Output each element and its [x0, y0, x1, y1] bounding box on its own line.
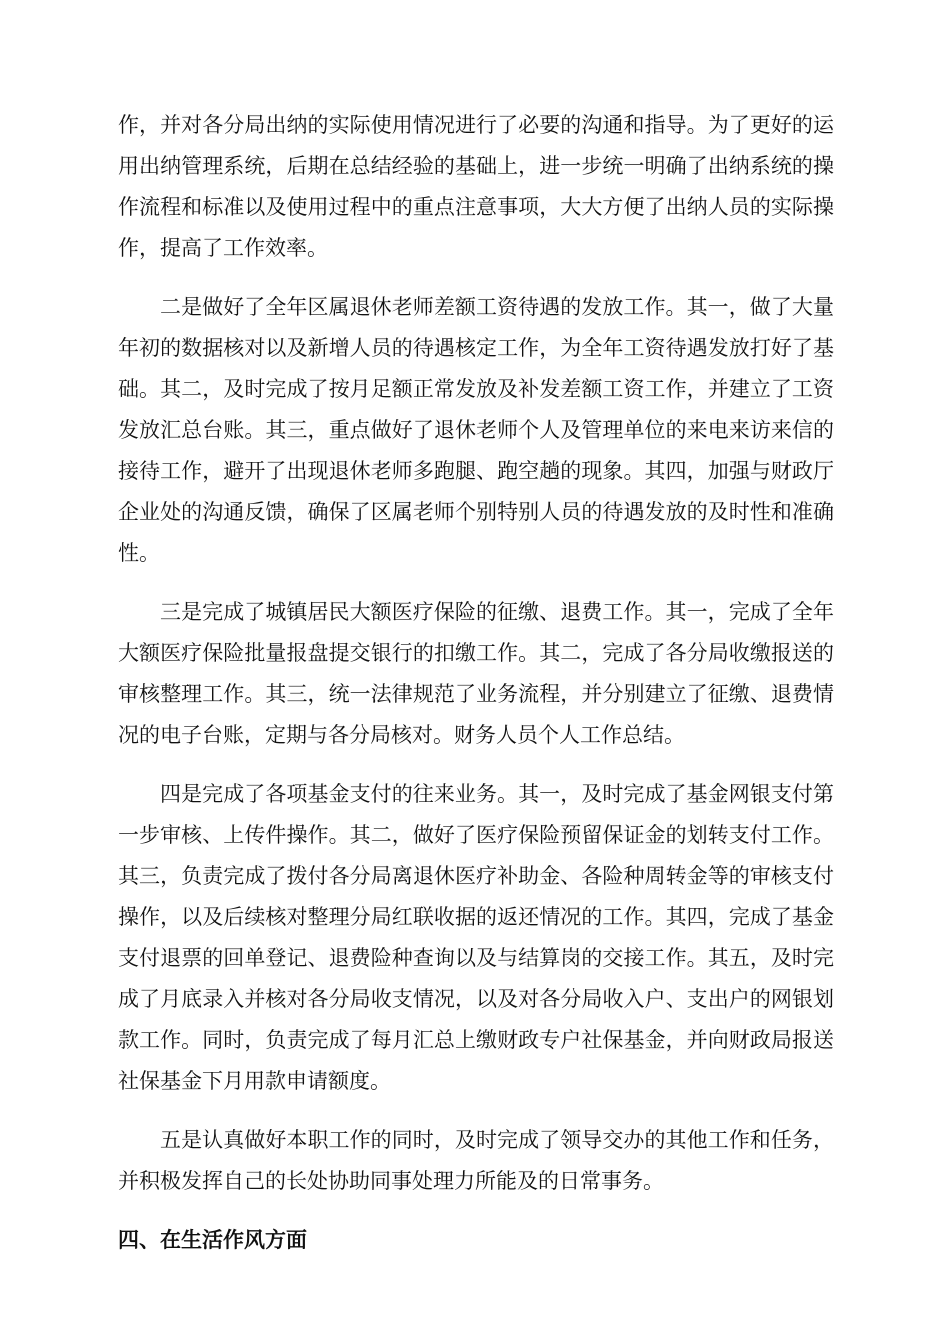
document-body [118, 105, 834, 1261]
paragraph-continued-cashier-system: 作，并对各分局出纳的实际使用情况进行了必要的沟通和指导。为了更好的运用出纳管理系统，后期在总结经验的基础上，进一步统一明确了出纳系统的操作流程和标准以及使用过程中的重点注意事项，大大方便了出纳人员的实际操作，提高了工作效率。 [118, 113, 834, 260]
paragraph-medical-insurance: 三是完成了城镇居民大额医疗保险的征缴、退费工作。其一，完成了全年大额医疗保险批量报盘提交银行的扣缴工作。其二，完成了各分局收缴报送的审核整理工作。其三，统一法律规范了业务流程，并分别建立了征缴、退费情况的电子台账，定期与各分局核对。财务人员个人工作总结。 [118, 600, 834, 747]
paragraph-retired-teacher-wages: 二是做好了全年区属退休老师差额工资待遇的发放工作。其一，做了大量年初的数据核对以及新增人员的待遇核定工作，为全年工资待遇发放打好了基础。其二，及时完成了按月足额正常发放及补发差额工资工作，并建立了工资发放汇总台账。其三，重点做好了退休老师个人及管理单位的来电来访来信的接待工作，避开了出现退休老师多跑腿、跑空趟的现象。其四，加强与财政厅企业处的沟通反馈，确保了区属老师个别特别人员的待遇发放的及时性和准确性。 [118, 295, 834, 565]
paragraph-other-duties: 五是认真做好本职工作的同时，及时完成了领导交办的其他工作和任务，并积极发挥自己的长处协助同事处理力所能及的日常事务。 [118, 1128, 834, 1193]
paragraph-fund-payments: 四是完成了各项基金支付的往来业务。其一，及时完成了基金网银支付第一步审核、上传件操作。其二，做好了医疗保险预留保证金的划转支付工作。其三，负责完成了拨付各分局离退休医疗补助金、各险种周转金等的审核支付操作，以及后续核对整理分局红联收据的返还情况的工作。其四，完成了基金支付退票的回单登记、退费险种查询以及与结算岗的交接工作。其五，及时完成了月底录入并核对各分局收支情况，以及对各分局收入户、支出户的网银划款工作。同时，负责完成了每月汇总上缴财政专户社保基金，并向财政局报送社保基金下月用款申请额度。 [118, 782, 834, 1093]
section-heading-lifestyle: 四、在生活作风方面 [118, 1228, 307, 1252]
